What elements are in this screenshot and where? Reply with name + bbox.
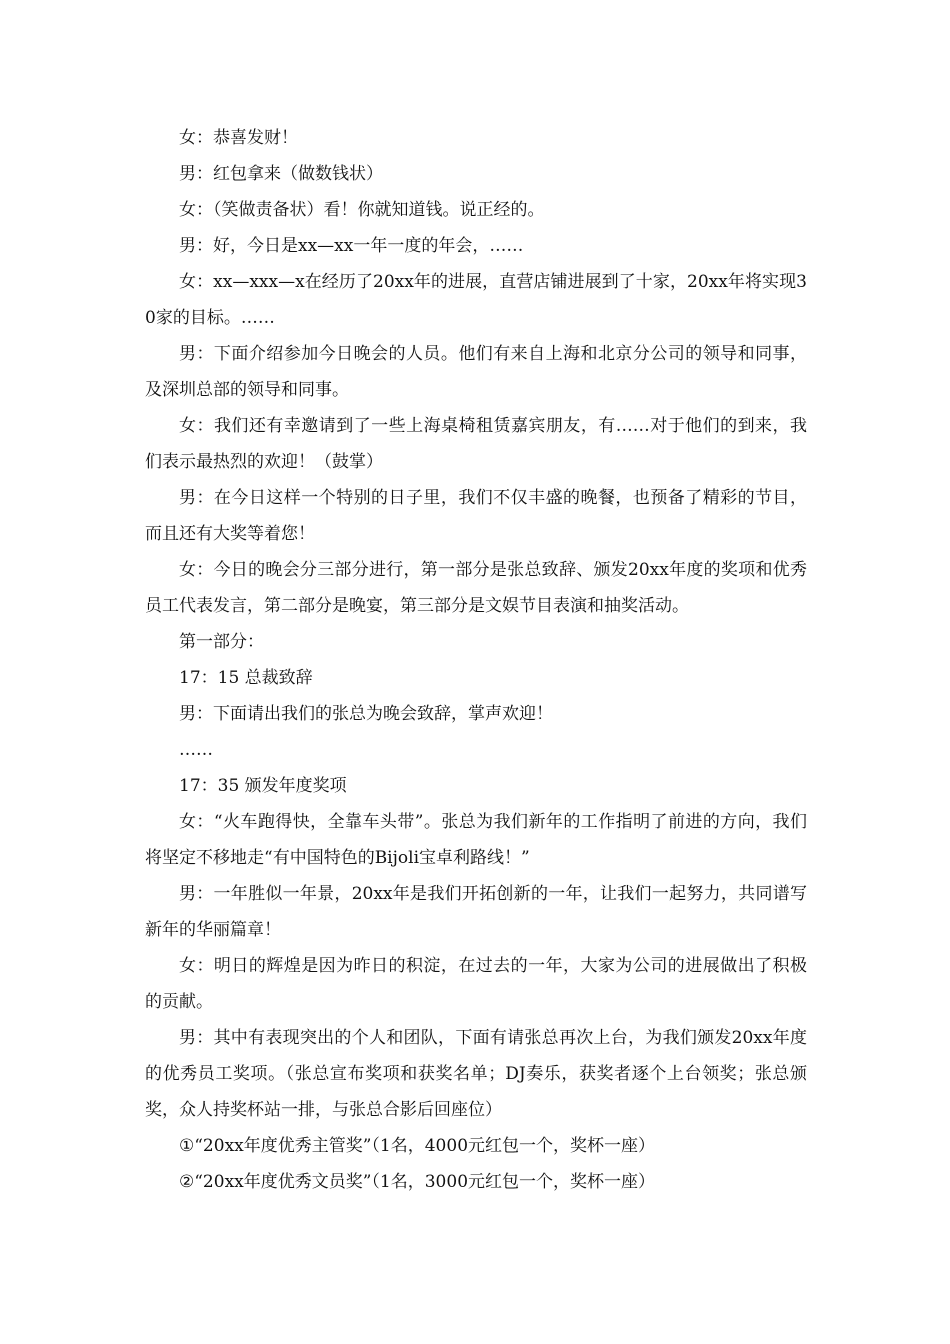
ellipsis-line: …… (179, 740, 213, 760)
paragraph: 男：下面介绍参加今日晚会的人员。他们有来自上海和北京分公司的领导和同事，及深圳总部的领导和同事。 (145, 344, 807, 400)
paragraph: 女：明日的辉煌是因为昨日的积淀，在过去的一年，大家为公司的进展做出了积极的贡献。 (145, 956, 807, 1012)
section-heading: 第一部分： (179, 632, 264, 652)
paragraph: 男：好，今日是xx—xx一年一度的年会，…… (179, 236, 524, 256)
schedule-item: 17：35 颁发年度奖项 (179, 776, 347, 796)
paragraph: 女：今日的晚会分三部分进行，第一部分是张总致辞、颁发20xx年度的奖项和优秀员工代表发言，第二部分是晚宴，第三部分是文娱节目表演和抽奖活动。 (145, 560, 807, 616)
paragraph: 女：“火车跑得快，全靠车头带”。张总为我们新年的工作指明了前进的方向，我们将坚定不移地走“有中国特色的Bijoli宝卓利路线！” (145, 812, 807, 868)
paragraph: 男：在今日这样一个特别的日子里，我们不仅丰盛的晚餐，也预备了精彩的节目，而且还有大奖等着您！ (145, 488, 807, 544)
schedule-item: 17：15 总裁致辞 (179, 668, 313, 688)
paragraph: 男：一年胜似一年景，20xx年是我们开拓创新的一年，让我们一起努力，共同谱写新年的华丽篇章！ (145, 884, 807, 940)
document-body (145, 120, 807, 1200)
paragraph: 男：其中有表现突出的个人和团队，下面有请张总再次上台，为我们颁发20xx年度的优秀员工奖项。（张总宣布奖项和获奖名单；DJ奏乐，获奖者逐个上台领奖；张总颁奖，众人持奖杯站一排，与张总合影后回座位） (145, 1028, 807, 1120)
paragraph: 女：（笑做责备状）看！你就知道钱。说正经的。 (179, 200, 545, 220)
paragraph: 男：下面请出我们的张总为晚会致辞，掌声欢迎！ (179, 704, 553, 724)
paragraph: 女：xx—xxx—x在经历了20xx年的进展，直营店铺进展到了十家，20xx年将实现30家的目标。…… (145, 272, 807, 328)
award-item: ②“20xx年度优秀文员奖”（1名，3000元红包一个，奖杯一座） (179, 1172, 656, 1192)
paragraph: 女：恭喜发财！ (179, 128, 298, 148)
paragraph: 女：我们还有幸邀请到了一些上海桌椅租赁嘉宾朋友，有……对于他们的到来，我们表示最热烈的欢迎！（鼓掌） (145, 416, 807, 472)
award-item: ①“20xx年度优秀主管奖”（1名，4000元红包一个，奖杯一座） (179, 1136, 656, 1156)
paragraph: 男：红包拿来（做数钱状） (179, 164, 383, 184)
